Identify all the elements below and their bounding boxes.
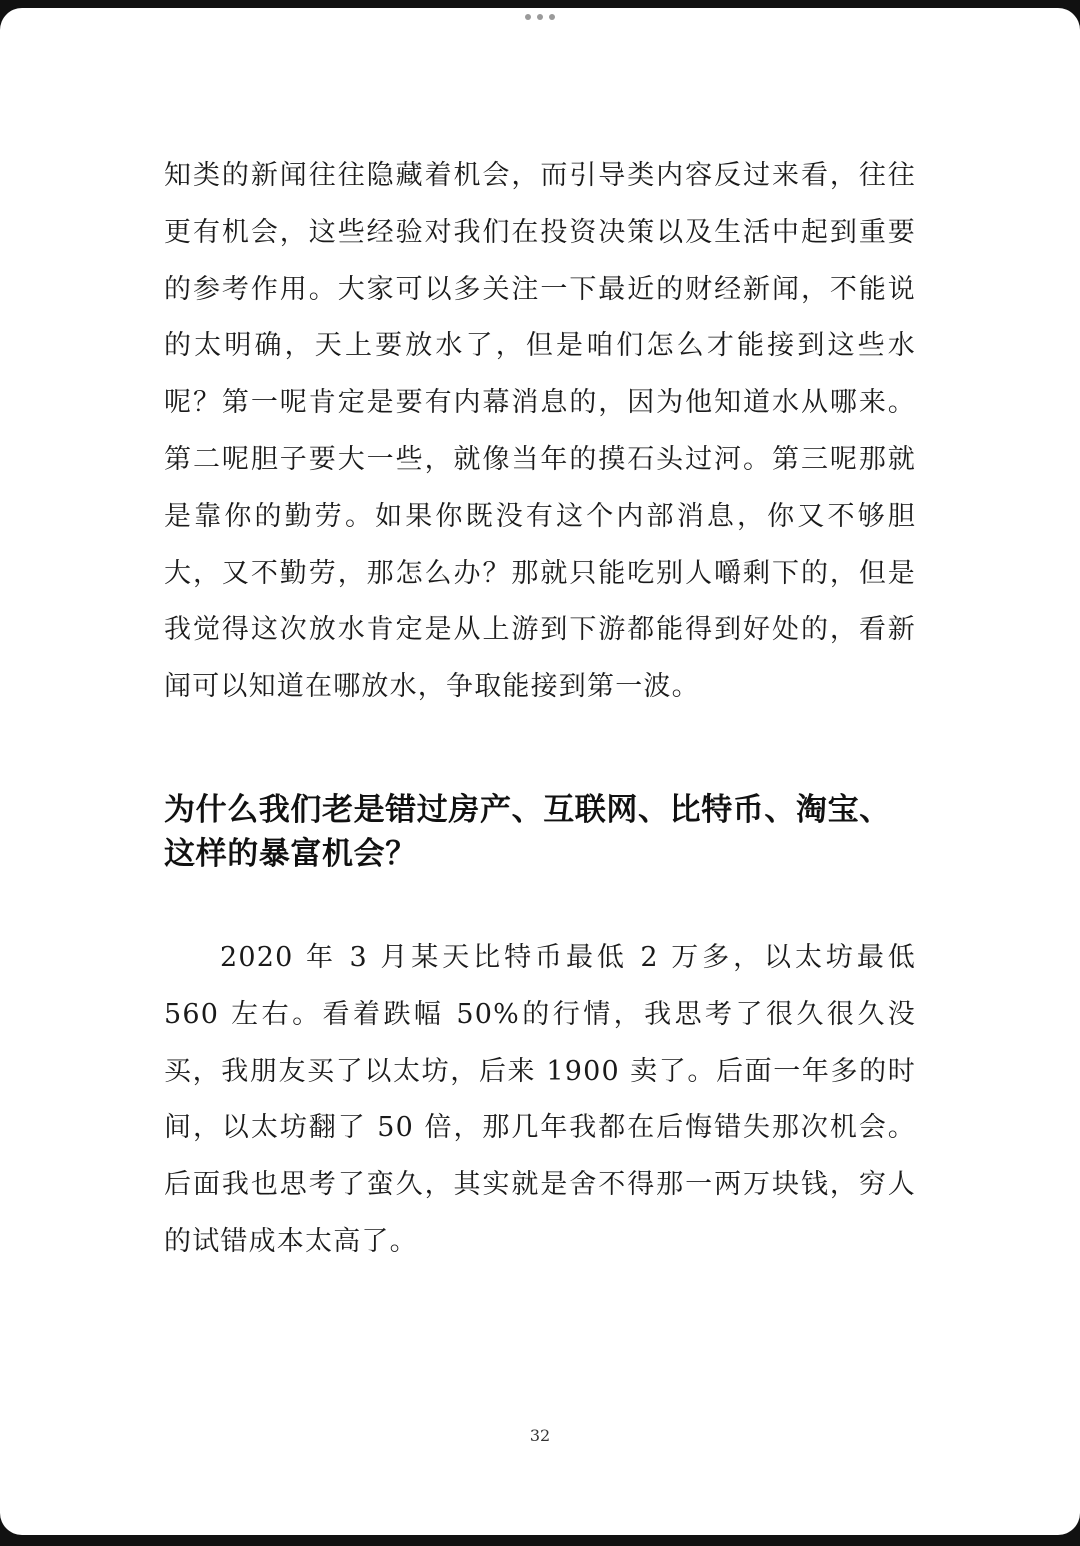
page-content (164, 148, 916, 1271)
body-paragraph-1: 知类的新闻往往隐藏着机会，而引导类内容反过来看，往往更有机会，这些经验对我们在投资决策以及生活中起到重要的参考作用。大家可以多关注一下最近的财经新闻，不能说的太明确，天上要放水了，但是咱们怎么才能接到这些水呢？第一呢肯定是要有内幕消息的，因为他知道水从哪来。第二呢胆子要大一些，就像当年的摸石头过河。第三呢那就是靠你的勤劳。如果你既没有这个内部消息，你又不够胆大，又不勤劳，那怎么办？那就只能吃别人嚼剩下的，但是我觉得这次放水肯定是从上游到下游都能得到好处的，看新闻可以知道在哪放水，争取能接到第一波。 (164, 160, 916, 703)
navigation-bar (0, 1535, 1080, 1546)
document-page[interactable] (0, 8, 1080, 1535)
status-bar (0, 0, 1080, 8)
page-number: 32 (529, 1426, 551, 1445)
body-paragraph-2: 2020 年 3 月某天比特币最低 2 万多，以太坊最低 560 左右。看着跌幅 50%的行情，我思考了很久很久没买，我朋友买了以太坊，后来 1900 卖了。后面一年多的时间，以太坊翻了 50 倍，那几年我都在后悔错失那次机会。后面我也思考了蛮久，其实就是舍不得那一两万块钱，穷人的试错成本太高了。 (164, 941, 916, 1257)
dot-icon (537, 14, 543, 20)
section-heading: 为什么我们老是错过房产、互联网、比特币、淘宝、这样的暴富机会？ (164, 791, 891, 872)
more-dots-icon[interactable] (525, 14, 555, 20)
dot-icon (525, 14, 531, 20)
dot-icon (549, 14, 555, 20)
